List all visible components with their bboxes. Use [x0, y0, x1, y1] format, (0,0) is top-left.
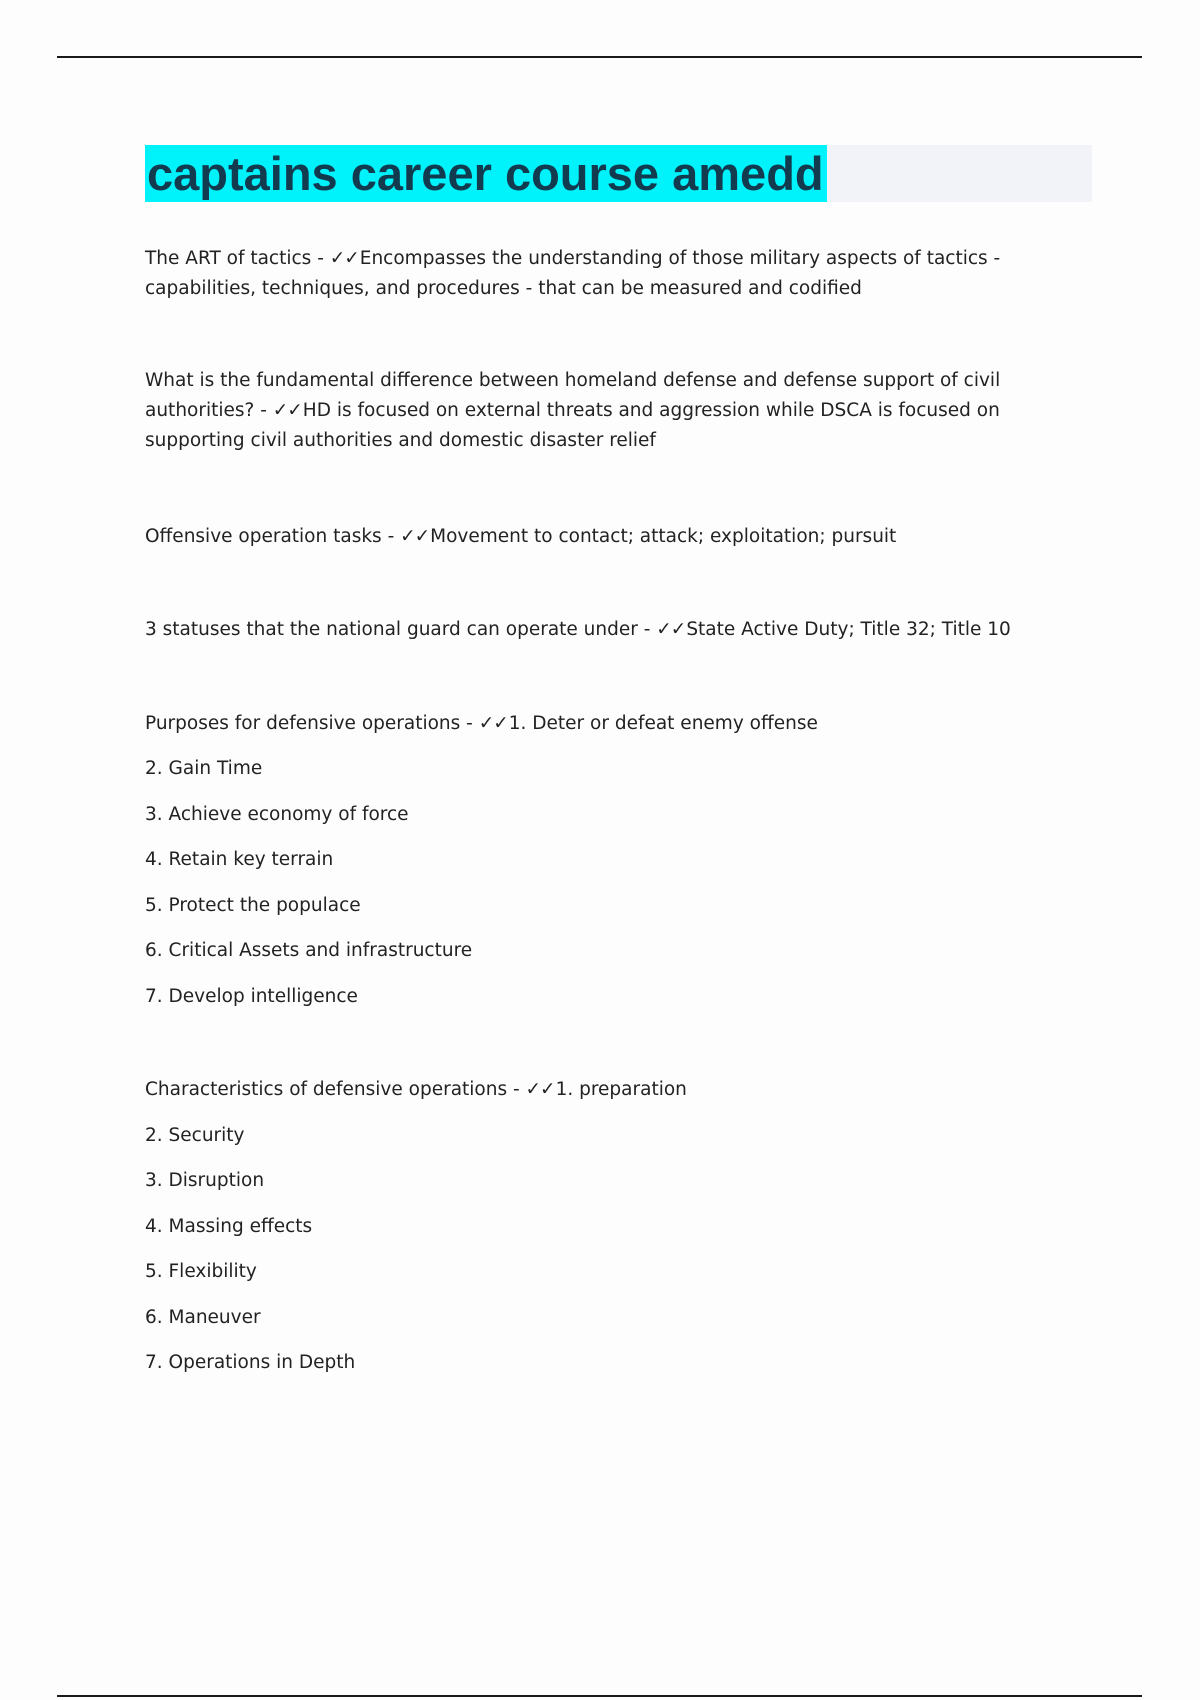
answer-text: HD is focused on external threats and aggression while DSCA is focused on supporting civil authorities and domestic disaster relief: [145, 400, 1000, 451]
list-item: 6. Critical Assets and infrastructure: [145, 940, 473, 961]
answer-text: 1. preparation: [555, 1079, 687, 1100]
header-rule: [57, 56, 1142, 58]
list-item: 5. Flexibility: [145, 1261, 257, 1282]
list-item: 3. Disruption: [145, 1170, 265, 1191]
list-item: 7. Operations in Depth: [145, 1352, 356, 1373]
question-text: 3 statuses that the national guard can operate under -: [145, 619, 657, 640]
check-icon: ✓✓: [525, 1079, 555, 1100]
qa-entry: [145, 244, 1095, 304]
list-item: 3. Achieve economy of force: [145, 804, 409, 825]
check-icon: ✓✓: [656, 619, 686, 640]
list-item: 2. Gain Time: [145, 758, 263, 779]
qa-entry: [145, 709, 1095, 1012]
qa-entry: [145, 615, 1095, 645]
qa-entry: [145, 522, 1095, 552]
check-icon: ✓✓: [400, 526, 430, 547]
list-item: 4. Massing effects: [145, 1216, 313, 1237]
list-item: 6. Maneuver: [145, 1307, 261, 1328]
check-icon: ✓✓: [329, 248, 359, 269]
list-item: 4. Retain key terrain: [145, 849, 334, 870]
list-item: 5. Protect the populace: [145, 895, 361, 916]
answer-text: Encompasses the understanding of those military aspects of tactics - capabilities, techniques, and procedures - that can be measured and codified: [145, 248, 1001, 299]
question-text: The ART of tactics -: [145, 248, 330, 269]
question-text: Offensive operation tasks -: [145, 526, 401, 547]
qa-entry: [145, 366, 1095, 456]
question-text: Purposes for defensive operations -: [145, 713, 479, 734]
footer-rule: [57, 1695, 1142, 1697]
check-icon: ✓✓: [272, 400, 302, 421]
answer-text: 1. Deter or defeat enemy offense: [508, 713, 818, 734]
list-item: 2. Security: [145, 1125, 245, 1146]
check-icon: ✓✓: [478, 713, 508, 734]
question-text: What is the fundamental difference between homeland defense and defense support of civil authorities? -: [145, 370, 1001, 421]
answer-text: State Active Duty; Title 32; Title 10: [686, 619, 1011, 640]
page-title: captains career course amedd: [145, 145, 827, 202]
question-text: Characteristics of defensive operations -: [145, 1079, 526, 1100]
list-item: 7. Develop intelligence: [145, 986, 358, 1007]
qa-entry: [145, 1075, 1095, 1378]
answer-text: Movement to contact; attack; exploitation; pursuit: [430, 526, 897, 547]
